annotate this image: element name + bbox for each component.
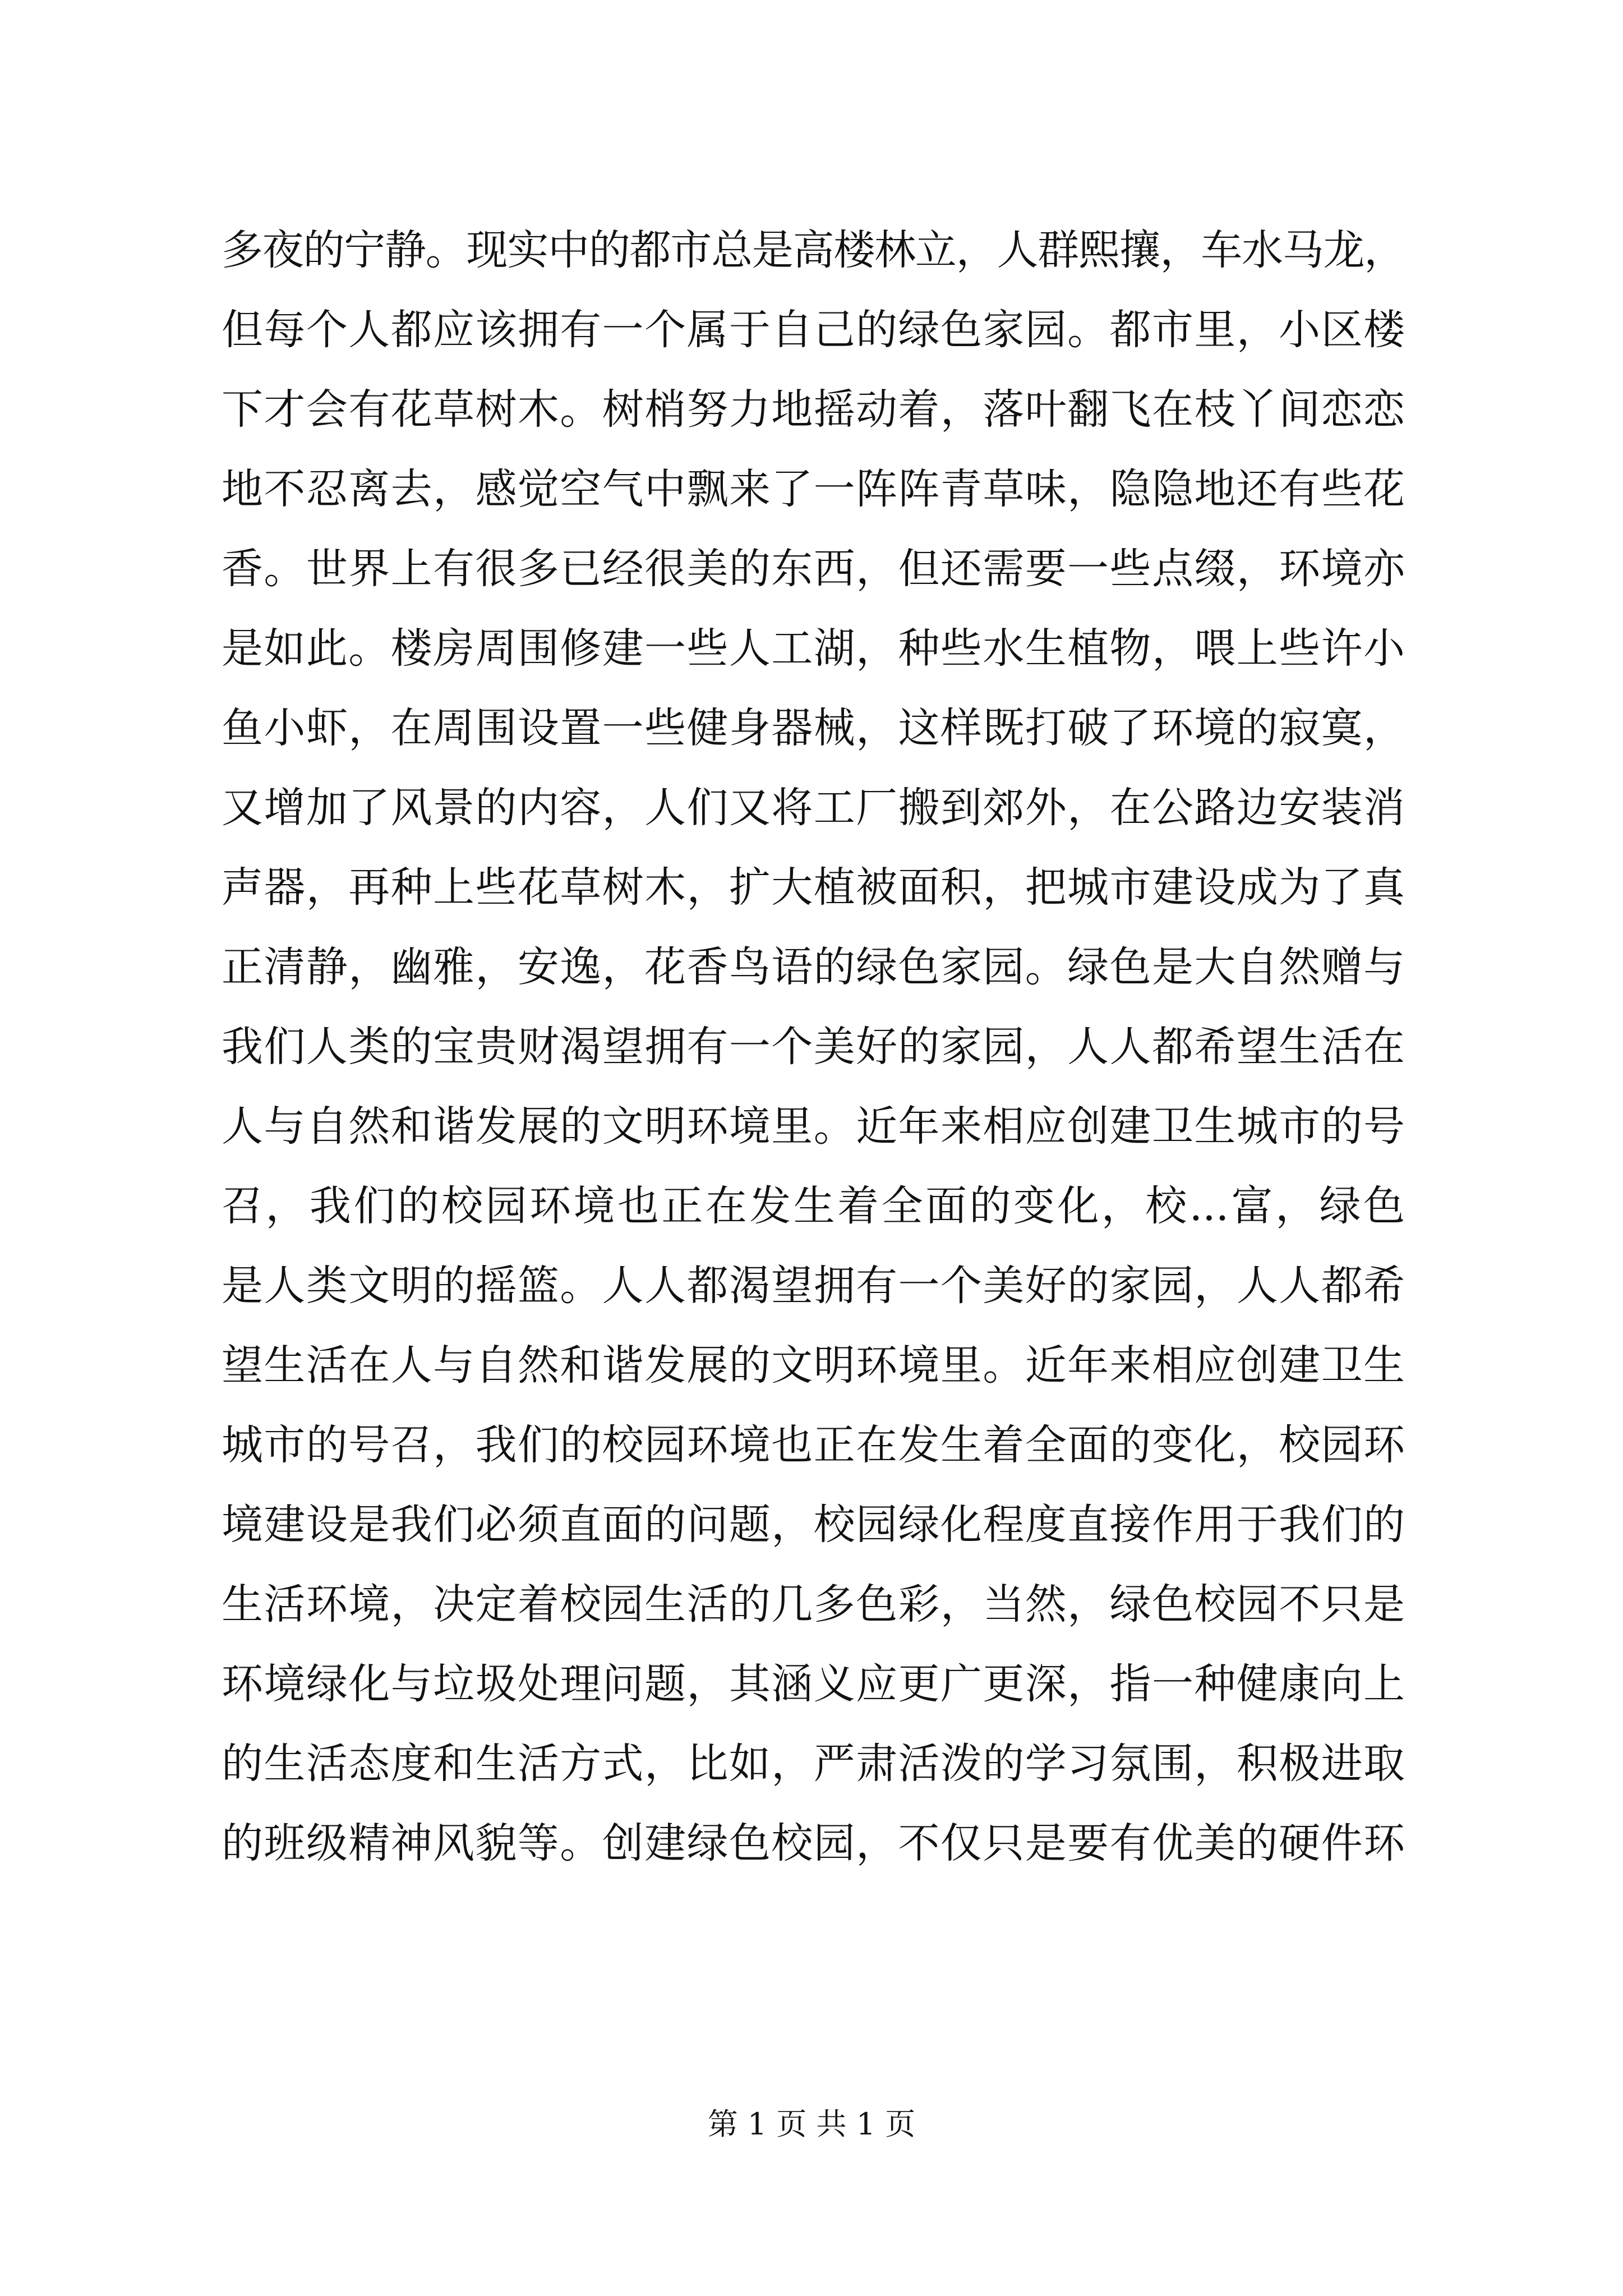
text-line: 香。世界上有很多已经很美的东西，但还需要一些点缀，环境亦 — [222, 545, 1405, 593]
text-line: 是如此。楼房周围修建一些人工湖，种些水生植物，喂上些许小 — [222, 624, 1405, 673]
text-line: 城市的号召，我们的校园环境也正在发生着全面的变化，校园环 — [222, 1421, 1405, 1469]
text-line: 声器，再种上些花草树木，扩大植被面积，把城市建设成为了真 — [222, 863, 1405, 912]
text-line: 境建设是我们必须直面的问题，校园绿化程度直接作用于我们的 — [222, 1501, 1405, 1549]
text-line: 正清静，幽雅，安逸，花香鸟语的绿色家园。绿色是大自然赠与 — [222, 943, 1405, 991]
text-line: 但每个人都应该拥有一个属于自己的绿色家园。都市里，小区楼 — [222, 306, 1405, 354]
text-line: 的生活态度和生活方式，比如，严肃活泼的学习氛围，积极进取 — [222, 1740, 1405, 1788]
text-line: 人与自然和谐发展的文明环境里。近年来相应创建卫生城市的号 — [222, 1102, 1405, 1151]
text-line: 地不忍离去，感觉空气中飘来了一阵阵青草味，隐隐地还有些花 — [222, 465, 1405, 513]
text-line: 多夜的宁静。现实中的都市总是高楼林立，人群熙攘，车水马龙， — [222, 226, 1405, 274]
text-line: 我们人类的宝贵财渴望拥有一个美好的家园，人人都希望生活在 — [222, 1023, 1405, 1071]
text-line: 的班级精神风貌等。创建绿色校园，不仅只是要有优美的硬件环 — [222, 1819, 1405, 1867]
text-line: 环境绿化与垃圾处理问题，其涵义应更广更深，指一种健康向上 — [222, 1660, 1405, 1708]
text-line: 望生活在人与自然和谐发展的文明环境里。近年来相应创建卫生 — [222, 1341, 1405, 1389]
text-line: 召，我们的校园环境也正在发生着全面的变化，校...富，绿色 — [222, 1182, 1405, 1230]
text-line: 鱼小虾，在周围设置一些健身器械，这样既打破了环境的寂寞， — [222, 704, 1405, 752]
text-line: 下才会有花草树木。树梢努力地摇动着，落叶翻飞在枝丫间恋恋 — [222, 385, 1405, 434]
body-text — [222, 210, 1405, 1883]
text-line: 生活环境，决定着校园生活的几多色彩，当然，绿色校园不只是 — [222, 1580, 1405, 1628]
text-line: 是人类文明的摇篮。人人都渴望拥有一个美好的家园，人人都希 — [222, 1262, 1405, 1310]
text-line: 又增加了风景的内容，人们又将工厂搬到郊外，在公路边安装消 — [222, 784, 1405, 832]
page-footer: 第 1 页 共 1 页 — [707, 2106, 916, 2142]
